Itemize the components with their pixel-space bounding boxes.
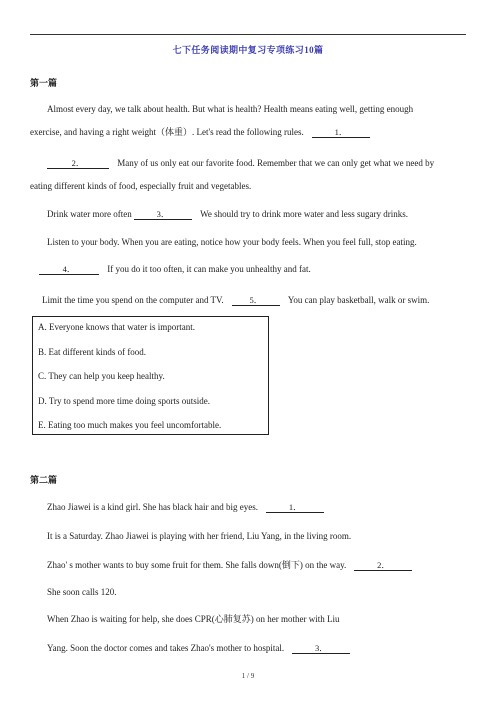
- option-e: E. Eating too much makes you feel uncomfortable.: [38, 420, 222, 430]
- paragraph-3-text-b: We should try to drink more water and less sugary drinks.: [200, 209, 409, 219]
- answer-blank-1[interactable]: 1．: [312, 128, 370, 138]
- answer-blank-4[interactable]: 4．: [39, 265, 99, 275]
- section-heading-1: 第一篇: [30, 78, 58, 88]
- section-heading-2: 第二篇: [30, 475, 58, 485]
- paragraph-2-line-1: [47, 157, 434, 169]
- paragraph-3: [47, 208, 408, 220]
- header-rule: [30, 34, 466, 35]
- answer-blank-2[interactable]: 2．: [47, 159, 109, 169]
- option-c: C. They can help you keep healthy.: [38, 371, 165, 381]
- section-2-line-4: She soon calls 120.: [47, 587, 117, 597]
- section-2-line-6-text: Yang. Soon the doctor comes and takes Zhao's mother to hospital.: [47, 643, 285, 653]
- option-a: A. Everyone knows that water is important.: [38, 322, 195, 332]
- paragraph-2-line-2: eating different kinds of food, especially fruit and vegetables.: [30, 181, 252, 191]
- paragraph-5: [42, 294, 429, 306]
- section-2-line-1-text: Zhao Jiawei is a kind girl. She has black hair and big eyes.: [47, 502, 258, 512]
- option-b: B. Eat different kinds of food.: [38, 347, 147, 357]
- section-2-line-1: [47, 501, 324, 513]
- paragraph-3-text-a: Drink water more often: [47, 209, 132, 219]
- paragraph-4-line-2: [39, 263, 311, 275]
- document-title: 七下任务阅读期中复习专项练习10篇: [172, 45, 324, 55]
- answer-blank-5[interactable]: 5．: [232, 296, 280, 306]
- paragraph-1-line-1: Almost every day, we talk about health. But what is health? Health means eating well, getting enough: [47, 104, 414, 114]
- paragraph-1-text: exercise, and having a right weight（体重）. Let's read the following rules.: [30, 127, 304, 137]
- answer-blank-2-2[interactable]: 2．: [354, 561, 412, 571]
- answer-blank-2-1[interactable]: 1．: [266, 503, 324, 513]
- answer-blank-3[interactable]: 3．: [134, 210, 192, 220]
- answer-blank-2-3[interactable]: 3．: [292, 644, 350, 654]
- section-2-line-3: [47, 559, 412, 571]
- paragraph-5-text-a: Limit the time you spend on the computer and TV.: [42, 295, 224, 305]
- paragraph-1-line-2: [30, 126, 370, 138]
- section-2-line-3-text: Zhao' s mother wants to buy some fruit for them. She falls down(倒下) on the way.: [47, 560, 347, 570]
- paragraph-4-line-1: Listen to your body. When you are eating, notice how your body feels. When you feel full, stop eating.: [47, 237, 417, 247]
- page-number: 1 / 9: [241, 672, 255, 680]
- option-d: D. Try to spend more time doing sports outside.: [38, 396, 211, 406]
- section-2-line-6: [47, 642, 350, 654]
- paragraph-5-text-b: You can play basketball, walk or swim.: [287, 295, 430, 305]
- section-2-line-5: When Zhao is waiting for help, she does CPR(心肺复苏) on her mother with Liu: [47, 614, 340, 624]
- paragraph-2-text: Many of us only eat our favorite food. Remember that we can only get what we need by: [117, 158, 435, 168]
- section-2-line-2: It is a Saturday. Zhao Jiawei is playing with her friend, Liu Yang, in the living room.: [47, 531, 352, 541]
- paragraph-4-text: If you do it too often, it can make you unhealthy and fat.: [107, 264, 311, 274]
